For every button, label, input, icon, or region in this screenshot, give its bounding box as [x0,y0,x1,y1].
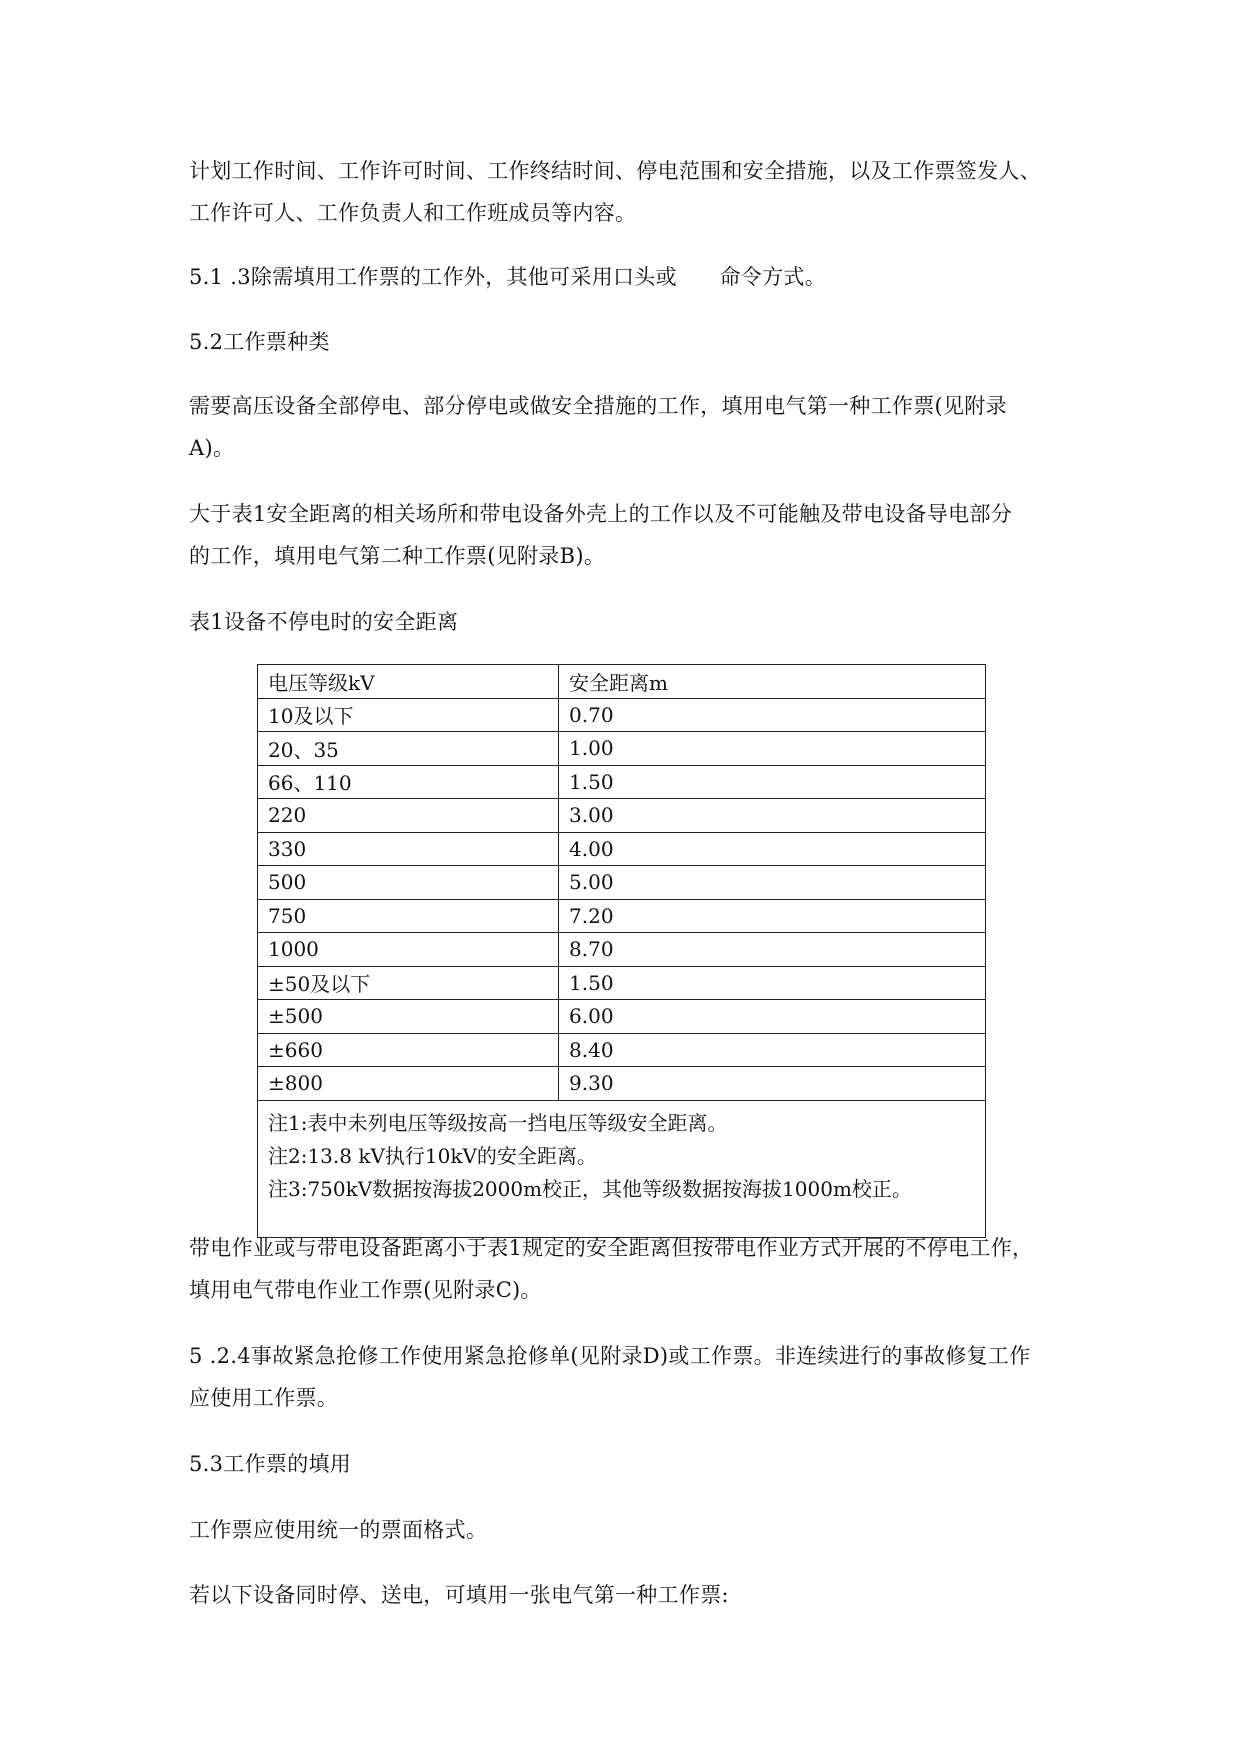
table-row [258,799,986,833]
table-header-distance: 安全距离m [559,665,986,699]
paragraph-line: A)。 [189,436,235,460]
table-row [258,832,986,866]
table-notes-row [258,1100,986,1237]
voltage-cell: 66、110 [258,765,559,799]
table-row [258,966,986,1000]
voltage-cell: 1000 [258,933,559,967]
voltage-cell: 330 [258,832,559,866]
table-row [258,698,986,732]
table-row [258,1000,986,1034]
table-caption: 表1设备不停电时的安全距离 [189,610,459,634]
paragraph-line: 需要高压设备全部停电、部分停电或做安全措施的工作，填用电气第一种工作票(见附录 [189,394,1007,418]
voltage-cell: 20、35 [258,732,559,766]
table-header-row [258,665,986,699]
paragraph-line: 计划工作时间、工作许可时间、工作终结时间、停电范围和安全措施，以及工作票签发人、 [189,159,1041,183]
table-row [258,899,986,933]
table-note: 注2:13.8 kV执行10kV的安全距离。 [268,1143,597,1168]
table-row [258,1033,986,1067]
table-row [258,732,986,766]
table-row [258,866,986,900]
distance-cell: 4.00 [559,832,986,866]
distance-cell: 6.00 [559,1000,986,1034]
distance-cell: 8.70 [559,933,986,967]
distance-cell: 9.30 [559,1067,986,1101]
paragraph-line: 若以下设备同时停、送电，可填用一张电气第一种工作票: [189,1583,729,1607]
voltage-cell: 500 [258,866,559,900]
distance-cell: 5.00 [559,866,986,900]
table-row [258,1067,986,1101]
voltage-cell: 10及以下 [258,698,559,732]
distance-cell: 0.70 [559,698,986,732]
distance-cell: 1.00 [559,732,986,766]
paragraph-line: 填用电气带电作业工作票(见附录C)。 [189,1278,542,1302]
paragraph-line: 工作票应使用统一的票面格式。 [189,1518,488,1542]
section-heading-5-2: 5.2工作票种类 [189,330,330,354]
distance-cell: 1.50 [559,966,986,1000]
table-row [258,765,986,799]
paragraph-line: 带电作业或与带电设备距离小于表1规定的安全距离但按带电作业方式开展的不停电工作， [189,1236,1034,1260]
paragraph-line: 工作许可人、工作负责人和工作班成员等内容。 [189,201,637,225]
table-header-voltage: 电压等级kV [258,665,559,699]
voltage-cell: 220 [258,799,559,833]
paragraph-line: 大于表1安全距离的相关场所和带电设备外壳上的工作以及不可能触及带电设备导电部分 [189,502,1013,526]
voltage-cell: ±50及以下 [258,966,559,1000]
table-row [258,933,986,967]
safety-distance-table [257,664,986,1238]
distance-cell: 7.20 [559,899,986,933]
voltage-cell: ±500 [258,1000,559,1034]
table-note: 注1:表中未列电压等级按高一挡电压等级安全距离。 [268,1110,728,1135]
paragraph-line: 的工作，填用电气第二种工作票(见附录B)。 [189,544,606,568]
distance-cell: 1.50 [559,765,986,799]
section-heading-5-3: 5.3工作票的填用 [189,1452,352,1476]
distance-cell: 3.00 [559,799,986,833]
section-5-1-3: 5.1 .3除需填用工作票的工作外，其他可采用口头或 命令方式。 [189,265,827,289]
section-5-2-4: 5 .2.4事故紧急抢修工作使用紧急抢修单(见附录D)或工作票。非连续进行的事故修复工作 [189,1344,1031,1368]
distance-cell: 8.40 [559,1033,986,1067]
voltage-cell: ±800 [258,1067,559,1101]
voltage-cell: ±660 [258,1033,559,1067]
paragraph-line: 应使用工作票。 [189,1386,339,1410]
table-notes [258,1100,986,1237]
table-note: 注3:750kV数据按海拔2000m校正，其他等级数据按海拔1000m校正。 [268,1176,912,1201]
voltage-cell: 750 [258,899,559,933]
